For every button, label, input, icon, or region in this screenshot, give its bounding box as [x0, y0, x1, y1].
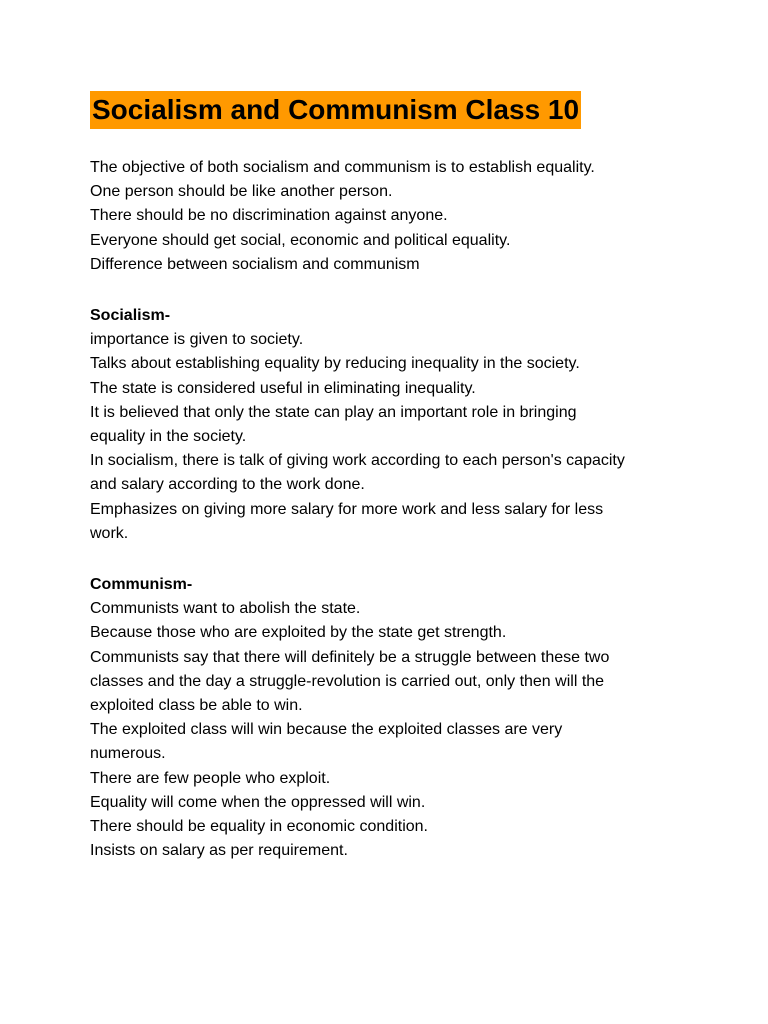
text-line: and salary according to the work done. — [90, 476, 365, 494]
intro-paragraph — [90, 156, 710, 277]
text-line: Because those who are exploited by the state get strength. — [90, 624, 507, 642]
text-line: Difference between socialism and communism — [90, 255, 420, 273]
text-line: There are few people who exploit. — [90, 769, 331, 787]
text-line: One person should be like another person. — [90, 183, 393, 201]
text-line: exploited class be able to win. — [90, 697, 303, 715]
text-line: The objective of both socialism and communism is to establish equality. — [90, 159, 595, 176]
text-line: The state is considered useful in eliminating inequality. — [90, 379, 476, 397]
document-page — [90, 91, 710, 863]
text-line: Equality will come when the oppressed will win. — [90, 793, 426, 811]
text-line: Everyone should get social, economic and political equality. — [90, 231, 511, 249]
text-line: There should be equality in economic condition. — [90, 818, 428, 836]
text-line: Emphasizes on giving more salary for more work and less salary for less — [90, 500, 604, 518]
text-line: importance is given to society. — [90, 331, 304, 349]
text-line: numerous. — [90, 745, 166, 763]
communism-section — [90, 573, 710, 863]
document-title: Socialism and Communism Class 10 — [90, 91, 581, 129]
text-line: work. — [90, 524, 129, 542]
text-line: Talks about establishing equality by reducing inequality in the society. — [90, 355, 580, 373]
text-line: Communists say that there will definitely be a struggle between these two — [90, 648, 610, 666]
text-line: In socialism, there is talk of giving work according to each person's capacity — [90, 452, 625, 470]
text-line: equality in the society. — [90, 428, 247, 446]
text-line: classes and the day a struggle-revolution is carried out, only then will the — [90, 672, 605, 690]
text-line: Communists want to abolish the state. — [90, 600, 361, 618]
section-heading: Socialism- — [90, 307, 171, 325]
text-line: There should be no discrimination against anyone. — [90, 207, 448, 225]
text-line: It is believed that only the state can play an important role in bringing — [90, 403, 577, 421]
section-heading: Communism- — [90, 576, 193, 594]
socialism-section — [90, 304, 710, 546]
text-line: The exploited class will win because the exploited classes are very — [90, 721, 563, 739]
text-line: Insists on salary as per requirement. — [90, 842, 348, 860]
